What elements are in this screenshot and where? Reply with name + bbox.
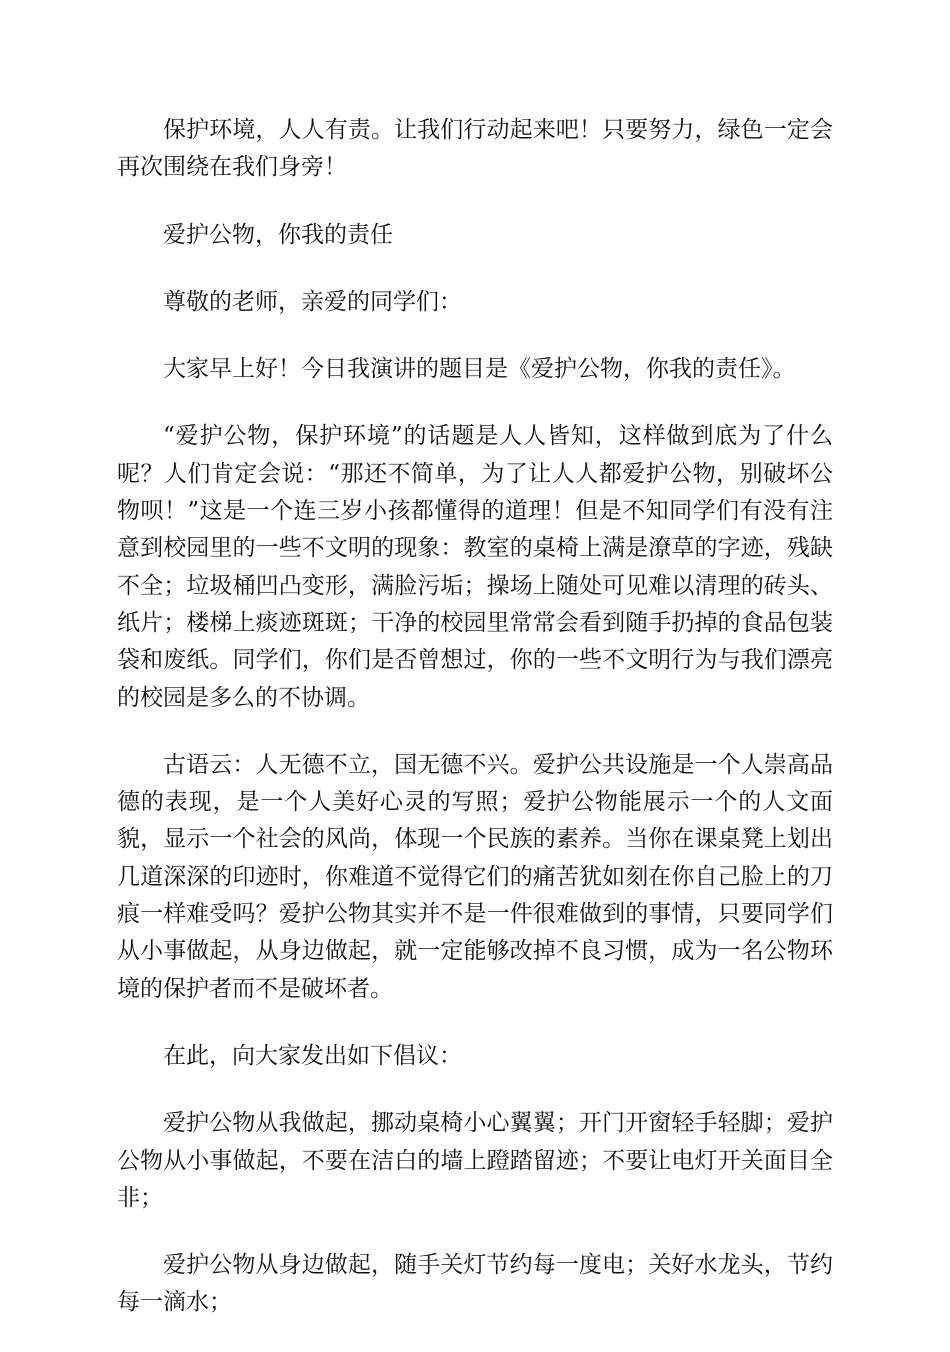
paragraph-campus-phenomena: “爱护公物，保护环境”的话题是人人皆知，这样做到底为了什么呢？人们肯定会说：“那还不简单，为了让人人都爱护公物，别破坏公物呗！”这是一个连三岁小孩都懂得的道理！但是不知同学们有没有注意到校园里的一些不文明的现象：教室的桌椅上满是潦草的字迹，残缺不全；垃圾桶凹凸变形，满脸污垢；操场上随处可见难以清理的砖头、纸片；楼梯上痰迹斑斑；干净的校园里常常会看到随手扔掉的食品包装袋和废纸。同学们，你们是否曾想过，你的一些不文明行为与我们漂亮的校园是多么的不协调。	[117, 423, 833, 711]
paragraph-greeting: 大家早上好！今日我演讲的题目是《爱护公物，你我的责任》。	[163, 356, 796, 383]
paragraph-closing-appeal: 保护环境，人人有责。让我们行动起来吧！只要努力，绿色一定会再次围绕在我们身旁！	[117, 117, 833, 181]
document-body	[117, 112, 833, 1352]
paragraph-proposal-intro: 在此，向大家发出如下倡议：	[163, 1042, 462, 1069]
paragraph-ancient-saying: 古语云：人无德不立，国无德不兴。爱护公共设施是一个人崇高品德的表现，是一个人美好心灵的写照；爱护公物能展示一个的人文面貌，显示一个社会的风尚，体现一个民族的素养。当你在课桌凳上划出几道深深的印迹时，你难道不觉得它们的痛苦犹如刻在你自己脸上的刀痕一样难受吗？爱护公物其实并不是一件很难做到的事情，只要同学们从小事做起，从身边做起，就一定能够改掉不良习惯，成为一名公物环境的保护者而不是破坏者。	[117, 751, 833, 1002]
paragraph-proposal-1: 爱护公物从我做起，挪动桌椅小心翼翼；开门开窗轻手轻脚；爱护公物从小事做起，不要在洁白的墙上蹬踏留迹；不要让电灯开关面目全非；	[117, 1110, 833, 1211]
paragraph-proposal-2: 爱护公物从身边做起，随手关灯节约每一度电；关好水龙头，节约每一滴水；	[117, 1252, 833, 1316]
salutation: 尊敬的老师，亲爱的同学们：	[163, 288, 462, 315]
speech-title: 爱护公物，你我的责任	[163, 221, 393, 248]
